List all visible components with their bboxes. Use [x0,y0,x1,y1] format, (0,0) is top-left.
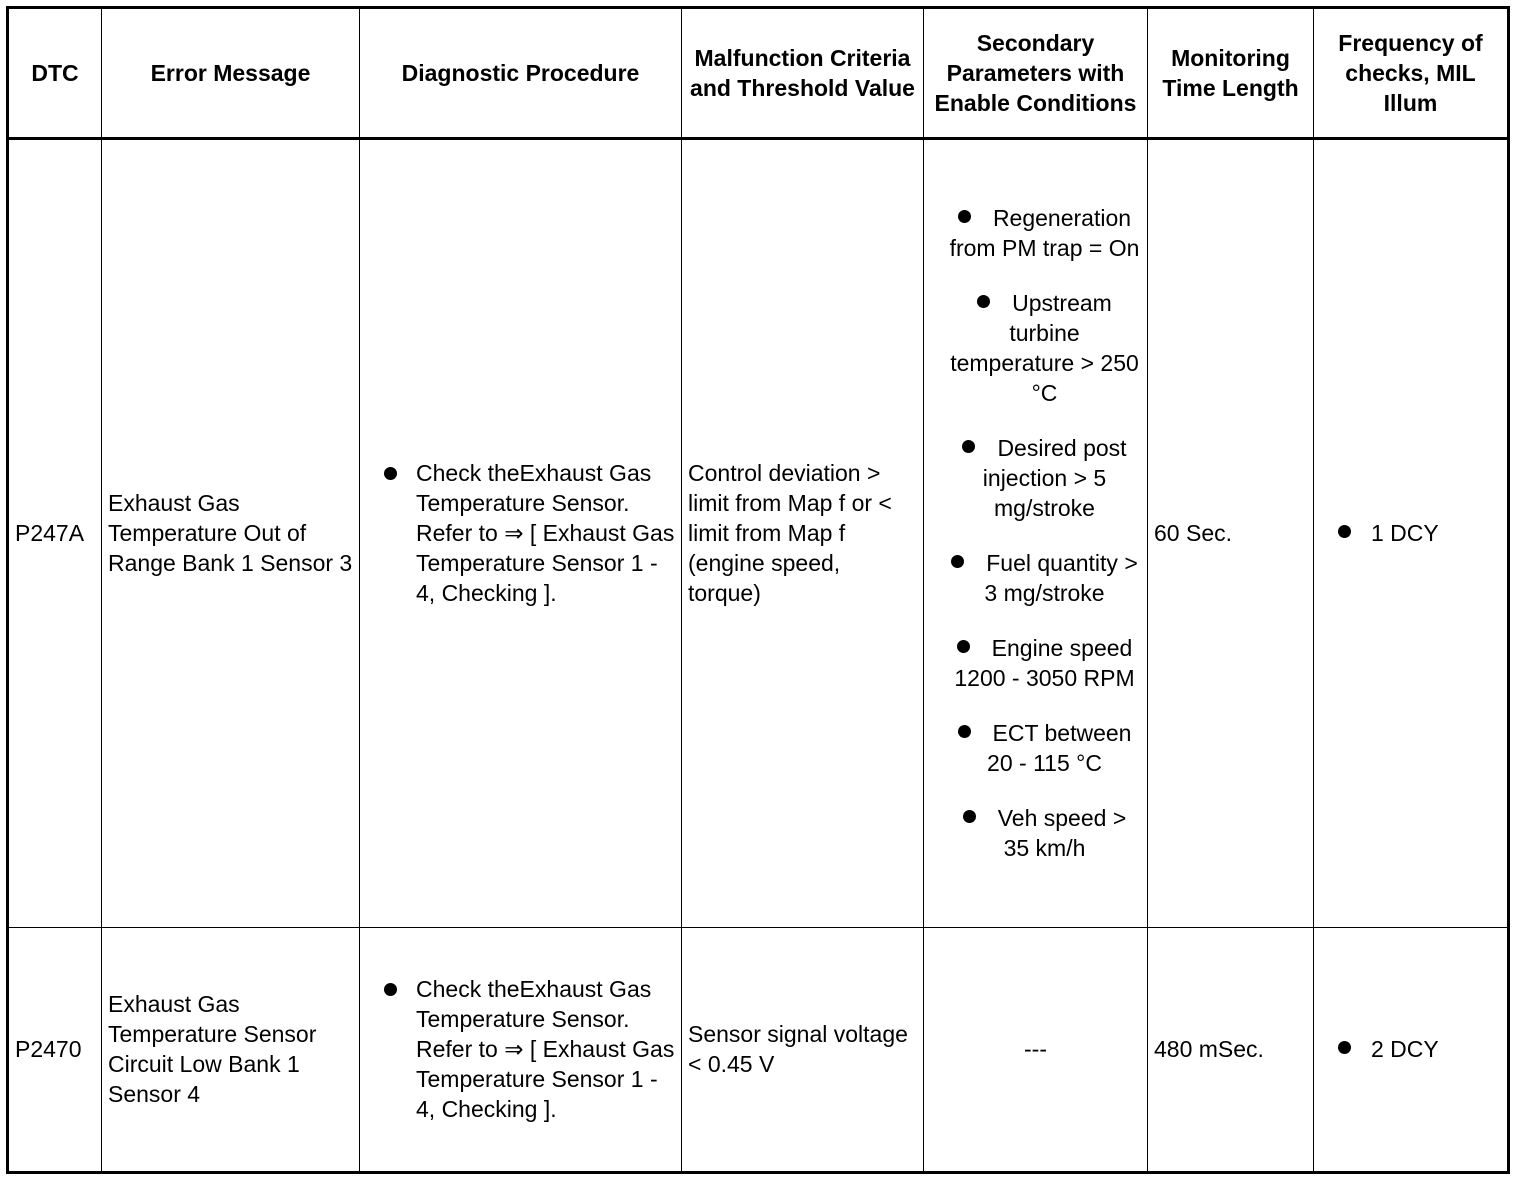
header-frequency: Frequency of checks, MIL Illum [1314,8,1509,139]
header-secondary-parameters: Secondary Parameters with Enable Conditions [924,8,1148,139]
dtc-table [6,6,1510,1174]
bullet-icon [384,983,397,996]
bullet-icon [1338,525,1351,538]
parameter-text: Veh speed > 35 km/h [997,805,1127,862]
bullet-icon [958,210,971,223]
header-error-message: Error Message [102,8,360,139]
parameter-item [930,718,1141,778]
parameter-text: Desired post injection > 5 mg/stroke [982,435,1127,522]
frequency-text: 2 DCY [1371,1036,1439,1063]
parameter-text: Upstream turbine temperature > 250 °C [950,290,1139,407]
parameter-item [930,433,1141,523]
procedure-list [366,974,675,1124]
bullet-icon [957,640,970,653]
procedure-list [366,458,675,608]
diagnostic-procedure [360,927,682,1172]
monitoring-time: 60 Sec. [1148,139,1314,928]
parameter-text: Engine speed 1200 - 3050 RPM [954,635,1135,692]
header-monitoring-time: Monitoring Time Length [1148,8,1314,139]
dtc-code: P247A [8,139,102,928]
frequency-text: 1 DCY [1371,520,1439,547]
header-dtc: DTC [8,8,102,139]
monitoring-time: 480 mSec. [1148,927,1314,1172]
parameter-text: Fuel quantity > 3 mg/stroke [984,550,1138,607]
error-message: Exhaust Gas Temperature Out of Range Bank 1 Sensor 3 [102,139,360,928]
procedure-item [366,974,675,1124]
parameters-list [930,203,1141,863]
header-diagnostic-procedure: Diagnostic Procedure [360,8,682,139]
malfunction-criteria: Control deviation > limit from Map f or < limit from Map f (engine speed, torque) [682,139,924,928]
frequency [1314,139,1509,928]
parameter-item [930,203,1141,263]
bullet-icon [1338,1041,1351,1054]
dtc-code: P2470 [8,927,102,1172]
bullet-icon [977,295,990,308]
procedure-text: Check theExhaust Gas Temperature Sensor. Refer to ⇒ [ Exhaust Gas Temperature Sensor 1 - 4, Checking ]. [416,460,675,607]
parameter-text: ECT between 20 - 115 °C [987,720,1132,777]
parameter-item [930,633,1141,693]
bullet-icon [962,440,975,453]
procedure-item [366,458,675,608]
bullet-icon [951,555,964,568]
bullet-icon [384,467,397,480]
bullet-icon [958,725,971,738]
header-malfunction-criteria: Malfunction Criteria and Threshold Value [682,8,924,139]
diagnostic-procedure [360,139,682,928]
table-row [8,139,1509,928]
table-row [8,927,1509,1172]
procedure-text: Check theExhaust Gas Temperature Sensor. Refer to ⇒ [ Exhaust Gas Temperature Sensor 1 - 4, Checking ]. [416,976,675,1123]
parameter-item [930,803,1141,863]
error-message: Exhaust Gas Temperature Sensor Circuit Low Bank 1 Sensor 4 [102,927,360,1172]
malfunction-criteria: Sensor signal voltage < 0.45 V [682,927,924,1172]
secondary-parameters: --- [924,927,1148,1172]
header-row [8,8,1509,139]
secondary-parameters [924,139,1148,928]
parameter-item [930,548,1141,608]
bullet-icon [963,810,976,823]
frequency [1314,927,1509,1172]
parameter-item [930,288,1141,408]
parameter-text: Regeneration from PM trap = On [949,205,1140,262]
